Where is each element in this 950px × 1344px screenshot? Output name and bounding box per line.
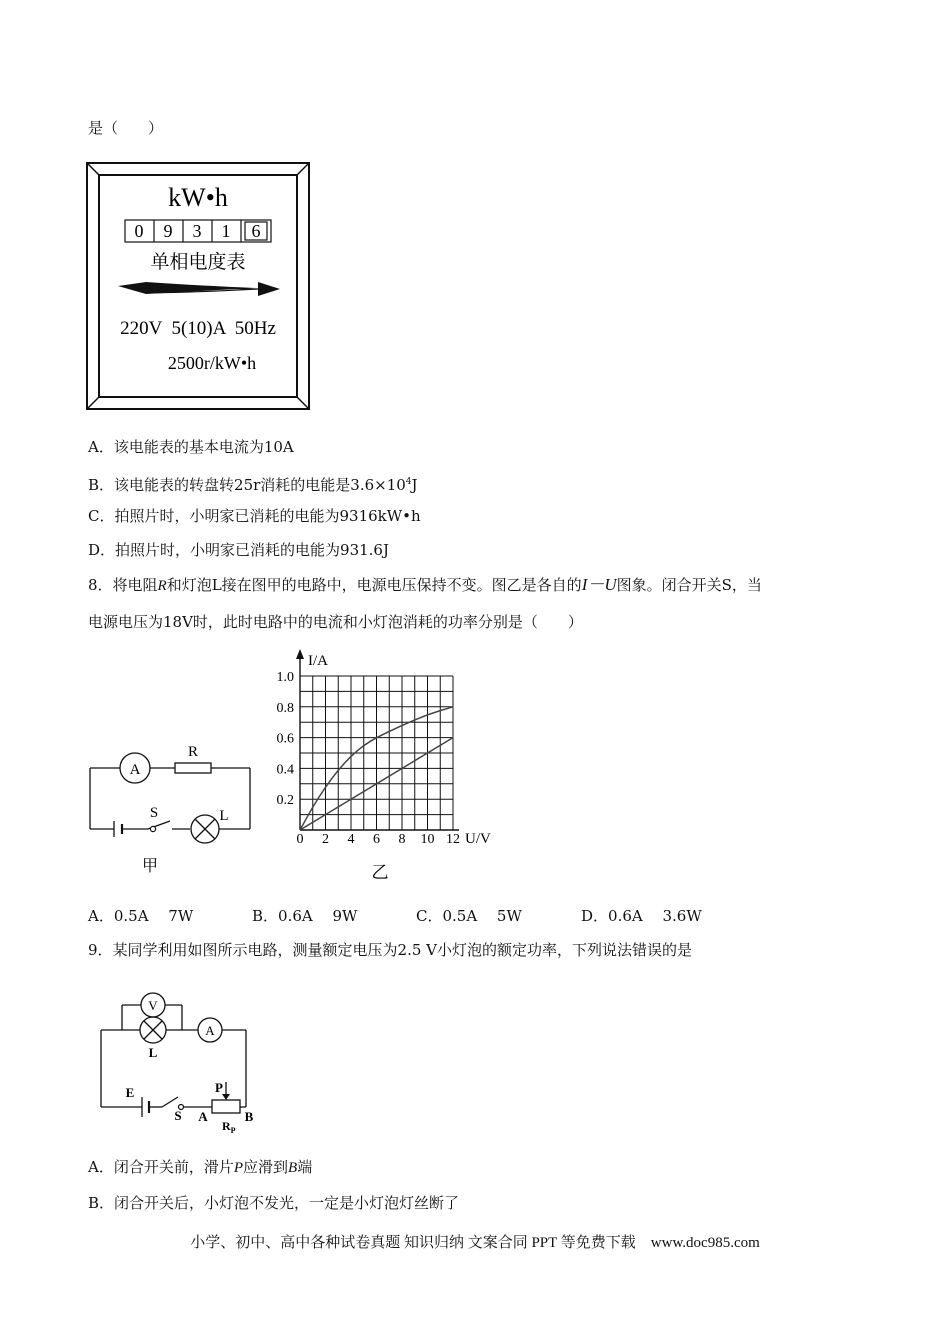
q8-option-d: D．0.6A 3.6W [581, 907, 702, 925]
lamp-label: L [148, 1045, 158, 1060]
q8-var-r: R [157, 578, 167, 594]
q9-option-b: B．闭合开关后，小灯泡不发光，一定是小灯泡灯丝断了 [88, 1194, 460, 1212]
lamp-label: L [219, 808, 229, 824]
y-tick-label: 0.4 [276, 762, 294, 778]
q9-text: 端 [297, 1158, 313, 1176]
voltmeter-label: V [148, 998, 158, 1013]
figure-caption-jia: 甲 [141, 858, 159, 875]
x-tick-label: 8 [398, 832, 406, 847]
q8-stem-line1 [88, 575, 762, 596]
q9-stem: 9．某同学利用如图所示电路，测量额定电压为2.5 V小灯泡的额定功率，下列说法错误的是 [88, 941, 693, 959]
meter-arrow-icon [118, 282, 280, 296]
q9-var-b: B [288, 1160, 298, 1176]
y-tick-label: 0.8 [276, 700, 294, 716]
meter-digit: 0 [134, 221, 144, 241]
origin-label: 0 [296, 832, 304, 847]
page-footer: 小学、初中、高中各种试卷真题 知识归纳 文案合同 PPT 等免费下载 www.doc985.com [190, 1235, 760, 1251]
option-b-exponent: 4 [405, 477, 412, 487]
q8-option-a: A．0.5A 7W [88, 907, 194, 925]
chart-ticks [277, 670, 461, 847]
q8-var-iu: I－U [581, 575, 617, 594]
q8-text: 和灯泡L接在图甲的电路中，电源电压保持不变。图乙是各自的 [166, 576, 582, 594]
ammeter-label: A [129, 762, 141, 778]
y-tick-label: 0.6 [276, 731, 294, 747]
end-b-label: B [244, 1109, 254, 1124]
x-tick-label: 4 [347, 832, 355, 847]
electricity-meter-figure [86, 162, 312, 412]
x-tick-label: 6 [373, 832, 380, 847]
x-axis-label: U/V [465, 831, 491, 847]
x-tick-label: 2 [322, 832, 329, 847]
option-d: D．拍照片时，小明家已消耗的电能为931.6J [88, 541, 389, 559]
meter-unit: kW•h [168, 183, 228, 212]
q8-text: 图象。闭合开关S，当 [616, 576, 762, 594]
meter-digit: 3 [192, 221, 202, 241]
circuit-diagram-jia [84, 735, 259, 880]
option-b-text: B．该电能表的转盘转25r消耗的电能是3.6×10 [88, 476, 406, 494]
end-a-label: A [198, 1109, 208, 1124]
option-a: A．该电能表的基本电流为10A [88, 438, 294, 456]
q9-var-p: P [233, 1160, 244, 1176]
meter-digit-decimal: 6 [251, 221, 261, 241]
x-tick-label: 10 [420, 832, 435, 847]
y-tick-label: 0.2 [276, 793, 294, 809]
ammeter-label: A [205, 1023, 215, 1038]
q8-text: 8．将电阻 [88, 576, 158, 594]
slider-arrow-icon [222, 1094, 230, 1100]
meter-digit: 9 [163, 221, 173, 241]
meter-digit: 1 [221, 221, 231, 241]
meter-rate: 2500r/kW•h [167, 353, 257, 373]
chart-grid [300, 676, 453, 830]
slider-label: P [215, 1080, 223, 1095]
x-tick-label: 12 [446, 832, 460, 847]
rheostat-label: $R_P$ [222, 1119, 236, 1135]
switch-label: S [149, 805, 159, 821]
source-label: E [125, 1085, 135, 1100]
q8-option-b: B．0.6A 9W [252, 907, 358, 925]
option-b-unit: J [411, 476, 418, 494]
iu-graph [262, 645, 502, 885]
option-c: C．拍照片时，小明家已消耗的电能为9316kW•h [88, 507, 421, 525]
q9-option-a [88, 1157, 312, 1178]
meter-title: 单相电度表 [150, 252, 246, 273]
q9-text: 应滑到 [243, 1158, 289, 1176]
q8-stem-line2: 电源电压为18V时，此时电路中的电流和小灯泡消耗的功率分别是（ ） [88, 613, 583, 631]
y-tick-label: 1.0 [276, 670, 294, 685]
q8-option-c: C．0.5A 5W [416, 907, 522, 925]
switch-label: S [174, 1108, 182, 1123]
figure-caption-yi: 乙 [371, 863, 389, 882]
meter-specs: 220V 5(10)A 50Hz [120, 318, 276, 339]
q9-text: A．闭合开关前，滑片 [88, 1158, 234, 1176]
y-axis-label: I/A [308, 653, 328, 669]
resistor-label: R [187, 744, 199, 760]
option-b [88, 472, 418, 495]
question-stem-tail: 是（ ） [88, 119, 164, 137]
circuit-diagram-q9 [94, 985, 274, 1135]
